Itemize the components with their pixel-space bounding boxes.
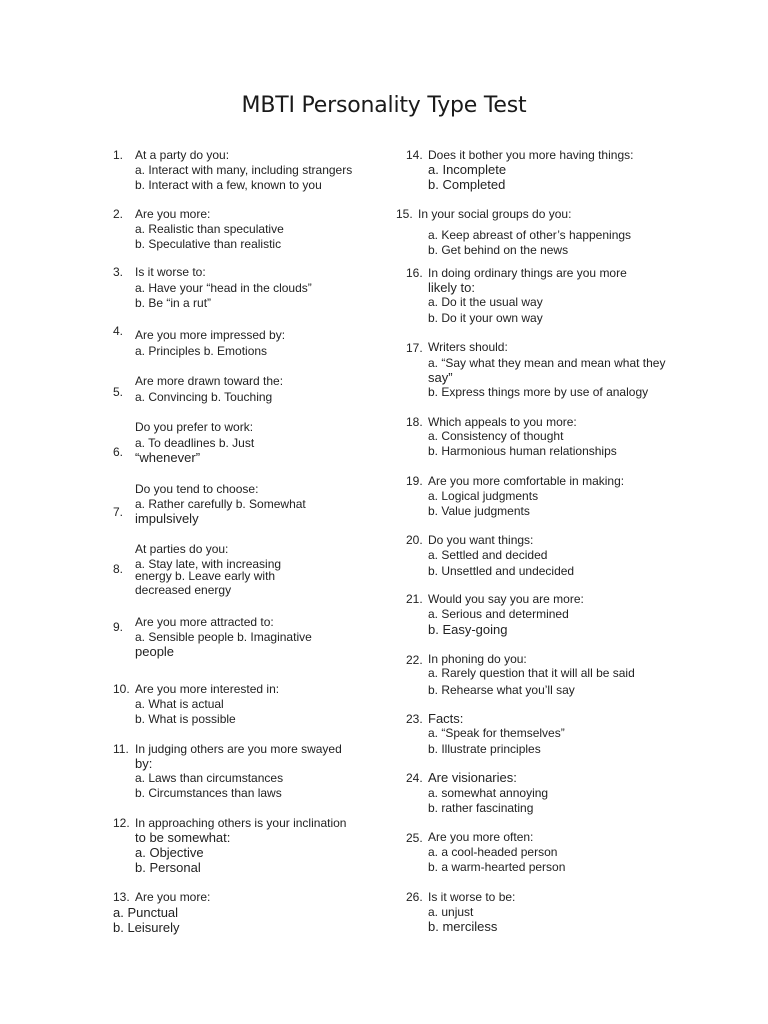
question-text: Are visionaries: [428,770,517,785]
option-a: a. Keep abreast of other’s happenings [428,228,632,242]
question-number: 26. [406,890,423,904]
question-text: Does it bother you more having things: [428,148,634,162]
option-a: a. Rarely question that it will all be said [428,666,635,680]
question-number: 20. [406,533,423,547]
option-a: a. unjust [428,905,474,919]
option-a: a. a cool-headed person [428,845,558,859]
option-a-continued: say” [428,370,453,385]
question-number: 7. [113,505,124,519]
question-text: At a party do you: [135,148,230,162]
question-number: 15. [396,207,413,221]
option-a: a. Principles b. Emotions [135,344,268,358]
question-number: 18. [406,415,423,429]
option-a: a. Consistency of thought [428,429,564,443]
question-text: Are more drawn toward the: [135,374,284,388]
option-a: a. To deadlines b. Just [135,436,255,450]
option-b: b. Easy-going [428,622,508,637]
option-b: b. Speculative than realistic [135,237,282,251]
question-text: Are you more interested in: [135,682,280,696]
question-text: Facts: [428,711,464,726]
question-number: 1. [113,148,124,162]
question-text: Are you more: [135,207,211,221]
option-a: a. Do it the usual way [428,295,543,309]
question-number: 19. [406,474,423,488]
question-text-continued: by: [135,756,153,771]
question-text: In phoning do you: [428,652,527,666]
option-b: b. What is possible [135,712,236,726]
option-a: a. Interact with many, including strangers [135,163,353,177]
option-a: a. Settled and decided [428,548,548,562]
option-b: b. Get behind on the news [428,243,569,257]
question-text: Which appeals to you more: [428,415,577,429]
question-number: 12. [113,816,130,830]
question-number: 23. [406,712,423,726]
question-text: In your social groups do you: [418,207,572,221]
question-text: In judging others are you more swayed [135,742,342,756]
question-text: Are you more impressed by: [135,328,286,342]
option-b: b. rather fascinating [428,801,534,815]
option-a: a. Have your “head in the clouds” [135,281,312,295]
option-a: a. Realistic than speculative [135,222,284,236]
question-number: 2. [113,207,124,221]
option-a-continued: impulsively [135,511,199,526]
option-a: a. Incomplete [428,162,507,177]
page-title: MBTI Personality Type Test [241,93,527,118]
question-text: Is it worse to be: [428,890,516,904]
option-b: b. Personal [135,860,201,875]
question-number: 10. [113,682,130,696]
question-text: At parties do you: [135,542,229,556]
question-number: 14. [406,148,423,162]
option-a: a. What is actual [135,697,224,711]
question-number: 6. [113,445,124,459]
option-b: b. Be “in a rut” [135,296,212,310]
option-b: b. Unsettled and undecided [428,564,575,578]
question-number: 17. [406,341,423,355]
option-b: b. Interact with a few, known to you [135,178,322,192]
question-text: Are you more comfortable in making: [428,474,625,488]
option-a: a. Punctual [113,905,179,920]
question-text: In approaching others is your inclination [135,816,347,830]
question-text: Are you more attracted to: [135,615,274,629]
question-text: Writers should: [428,340,508,354]
question-text: Do you tend to choose: [135,482,259,496]
option-a: a. Convincing b. Touching [135,390,273,404]
option-b-continued: decreased energy [135,583,232,597]
question-number: 5. [113,385,124,399]
option-a: a. somewhat annoying [428,786,549,800]
option-a: a. “Speak for themselves” [428,726,565,740]
option-b: b. Illustrate principles [428,742,541,756]
option-b: b. Do it your own way [428,311,543,325]
option-b: b. Completed [428,177,506,192]
question-number: 8. [113,562,124,576]
option-a: a. Rather carefully b. Somewhat [135,497,306,511]
question-text: Would you say you are more: [428,592,584,606]
option-b: b. Harmonious human relationships [428,444,617,458]
option-b: b. Value judgments [428,504,530,518]
option-a: a. Objective [135,845,204,860]
option-a-continued: people [135,644,175,659]
question-text: Are you more: [135,890,211,904]
question-text: Do you want things: [428,533,534,547]
option-b: b. a warm-hearted person [428,860,566,874]
option-a: a. Stay late, with increasing [135,557,282,571]
question-number: 4. [113,324,124,338]
question-number: 13. [113,890,130,904]
option-b: b. Leisurely [113,920,180,935]
option-b: b. Express things more by use of analogy [428,385,649,399]
question-number: 25. [406,831,423,845]
option-a: a. Laws than circumstances [135,771,284,785]
option-a: a. Logical judgments [428,489,539,503]
question-text: Are you more often: [428,830,534,844]
option-b: b. merciless [428,919,498,934]
option-b: b. Rehearse what you’ll say [428,683,575,697]
question-number: 22. [406,653,423,667]
question-text: Is it worse to: [135,265,206,279]
question-number: 21. [406,592,423,606]
question-number: 16. [406,266,423,280]
question-number: 11. [113,742,129,756]
option-a-continued: “whenever” [135,450,201,465]
question-text-continued: to be somewhat: [135,830,231,845]
question-text: Do you prefer to work: [135,420,254,434]
question-text-continued: likely to: [428,280,475,295]
option-a: a. “Say what they mean and mean what they [428,356,666,370]
question-number: 9. [113,620,124,634]
question-number: 3. [113,265,124,279]
option-a: a. Sensible people b. Imaginative [135,630,312,644]
question-number: 24. [406,771,423,785]
option-b: b. Circumstances than laws [135,786,282,800]
question-text: In doing ordinary things are you more [428,266,627,280]
option-a: a. Serious and determined [428,607,569,621]
option-b: energy b. Leave early with [135,569,276,583]
